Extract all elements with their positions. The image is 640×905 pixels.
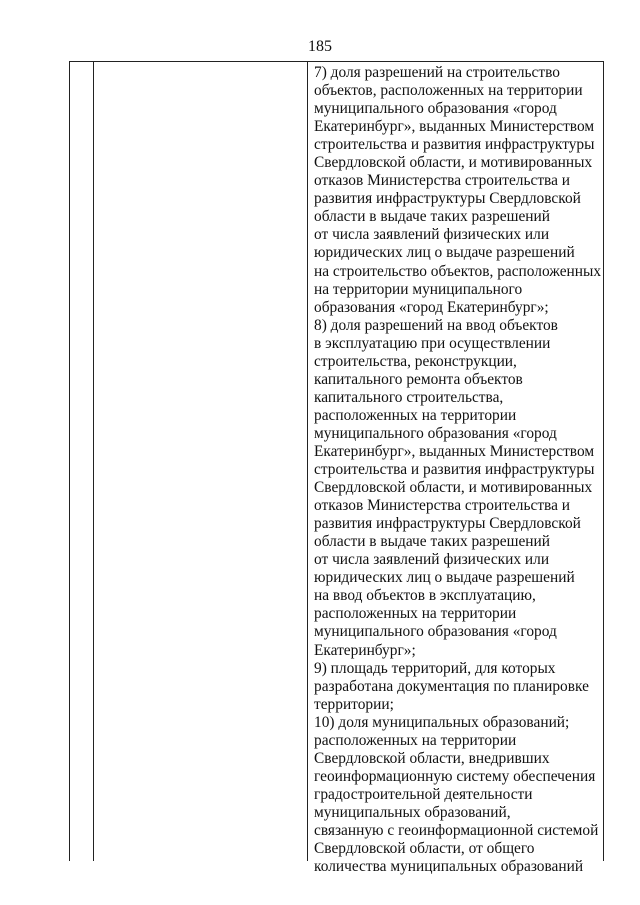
text-line: строительства и развития инфраструктуры [314, 136, 595, 154]
text-line: области в выдаче таких разрешений [314, 208, 551, 226]
text-line: 10) доля муниципальных образований; [314, 713, 570, 731]
text-line: строительства и развития инфраструктуры [314, 461, 595, 479]
text-line: Свердловской области, от общего [314, 840, 535, 858]
text-line: расположенных на территории [314, 731, 517, 749]
text-line: развития инфраструктуры Свердловской [314, 190, 581, 208]
text-line: образования «город Екатеринбург»; [314, 298, 549, 316]
text-line: развития инфраструктуры Свердловской [314, 515, 581, 533]
text-line: муниципальных образований, [314, 803, 511, 821]
text-line: 8) доля разрешений на ввод объектов [314, 316, 558, 334]
text-line: Екатеринбург», выданных Министерством [314, 118, 595, 136]
text-line: строительства, реконструкции, [314, 352, 517, 370]
page-number: 185 [308, 38, 332, 55]
text-line: от числа заявлений физических или [314, 226, 550, 244]
text-line: расположенных на территории [314, 406, 517, 424]
text-line: Свердловской области, и мотивированных [314, 479, 593, 497]
text-line: объектов, расположенных на территории [314, 82, 583, 100]
text-line: от числа заявлений физических или [314, 551, 550, 569]
text-line: Екатеринбург», выданных Министерством [314, 442, 595, 460]
text-line: на ввод объектов в эксплуатацию, [314, 587, 536, 605]
text-line: отказов Министерства строительства и [314, 497, 571, 515]
text-line: Свердловской области, внедривших [314, 749, 550, 767]
text-line: геоинформационную систему обеспечения [314, 767, 596, 785]
text-line: градостроительной деятельности [314, 785, 533, 803]
text-line: на территории муниципального [314, 280, 523, 298]
document-table [69, 61, 604, 876]
text-line: муниципального образования «город [314, 623, 557, 641]
text-line: 9) площадь территорий, для которых [314, 659, 556, 677]
text-line: Свердловской области, и мотивированных [314, 154, 593, 172]
column-divider-2 [307, 62, 308, 861]
text-line: области в выдаче таких разрешений [314, 533, 551, 551]
text-line: количества муниципальных образований [314, 858, 584, 876]
text-line: расположенных на территории [314, 605, 517, 623]
text-line: капитального строительства, [314, 388, 504, 406]
text-line: 7) доля разрешений на строительство [314, 64, 560, 81]
text-line: юридических лиц о выдаче разрешений [314, 569, 575, 587]
text-line: Екатеринбург»; [314, 641, 416, 659]
column-divider-1 [93, 62, 94, 861]
text-line: разработана документация по планировке [314, 677, 589, 695]
indicator-text-cell [314, 64, 604, 876]
text-line: отказов Министерства строительства и [314, 172, 571, 190]
text-line: муниципального образования «город [314, 100, 557, 118]
text-line: муниципального образования «город [314, 424, 557, 442]
text-line: в эксплуатацию при осуществлении [314, 334, 551, 352]
text-line: юридических лиц о выдаче разрешений [314, 244, 575, 262]
text-line: капитального ремонта объектов [314, 370, 523, 388]
text-line: на строительство объектов, расположенных [314, 262, 602, 280]
text-line: связанную с геоинформационной системой [314, 821, 599, 839]
text-line: территории; [314, 695, 394, 713]
